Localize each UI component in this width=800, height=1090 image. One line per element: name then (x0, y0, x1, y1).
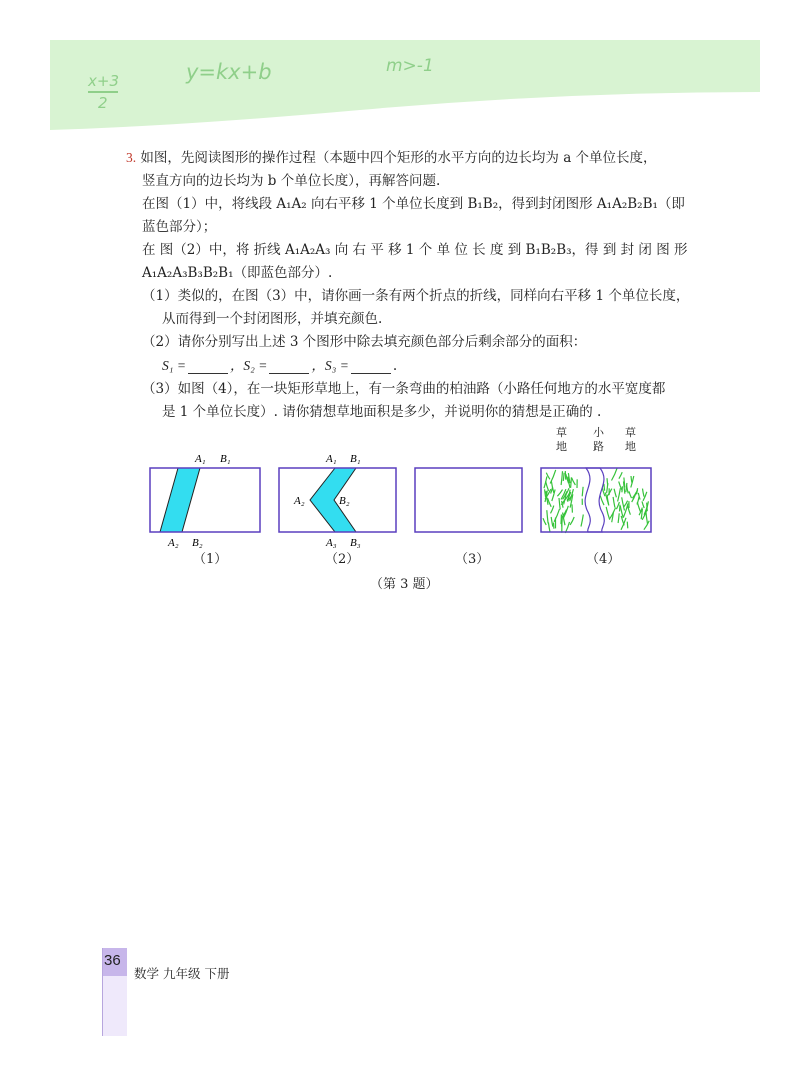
problem-line-5: 在 图（2）中，将 折线 A₁A₂A₃ 向 右 平 移 1 个 单 位 长 度 到 B₁B₂B₃，得 到 封 闭 图 形 (142, 242, 688, 258)
figure-3[interactable] (415, 468, 522, 532)
formula-fraction-denominator: 2 (98, 94, 108, 112)
problem-line-4: 蓝色部分）； (142, 219, 217, 235)
fig2-label-a1: A₁ (326, 453, 337, 465)
grass-blade (613, 497, 615, 508)
fig4-label-grass-left: 草地 (556, 426, 567, 453)
fig1-label-a1: A₁ (195, 453, 206, 465)
grass-blade (616, 502, 619, 509)
s2-label: ，S₂ = (229, 358, 268, 373)
problem-line-1 (126, 146, 686, 170)
grass-blade (545, 489, 546, 497)
question-1-line-2: 从而得到一个封闭图形，并填充颜色. (162, 311, 383, 327)
figure-4 (541, 468, 651, 533)
s1-label: S₁ = (162, 358, 186, 373)
fig2-label-a2: A₂ (294, 495, 305, 507)
fig2-label-b3: B₃ (350, 537, 361, 549)
grass-blade (643, 489, 645, 497)
formula-linear: y=kx+b (186, 60, 272, 84)
problem-line-2: 竖直方向的边长均为 b 个单位长度），再解答问题. (142, 173, 441, 189)
grass-blade (637, 488, 638, 494)
fig4-label-grass-right: 草地 (625, 426, 636, 453)
caption-2: （2） (325, 552, 360, 567)
grass-blade (561, 471, 562, 485)
grass-blade (637, 502, 640, 512)
grass-blade (581, 515, 583, 527)
question-2: （2）请你分别写出上述 3 个图形中除去填充颜色部分后剩余部分的面积： (142, 334, 587, 350)
answers-end: . (392, 358, 398, 374)
book-title: 数学 九年级 下册 (134, 966, 230, 981)
grass-blade (606, 507, 610, 520)
s1-blank[interactable] (188, 359, 228, 374)
grass-blade (543, 518, 546, 525)
s3-blank[interactable] (351, 359, 391, 374)
question-3-line-1: （3）如图（4），在一块矩形草地上，有一条弯曲的柏油路（小路任何地方的水平宽度都 (142, 381, 666, 397)
fig2-label-a3: A₃ (326, 537, 337, 549)
formula-fraction-numerator: x+3 (88, 72, 119, 90)
grass-blade (600, 496, 604, 506)
grass-blade (563, 506, 568, 518)
grass-blade (618, 513, 619, 523)
grass-blade (618, 488, 621, 501)
fig2-label-b1: B₁ (350, 453, 361, 465)
grass-blade (642, 501, 644, 508)
question-3-line-2: 是 1 个单位长度）. 请你猜想草地面积是多少，并说明你的猜想是正确的 . (162, 404, 602, 420)
grass-blade (548, 522, 550, 532)
figure-1 (150, 453, 260, 549)
grass-blade (571, 477, 572, 488)
grass-blade (551, 487, 553, 493)
grass-blade (572, 478, 576, 485)
question-1-line-1: （1）类似的，在图（3）中，请你画一条有两个折点的折线，同样向右平移 1 个单位长度， (142, 288, 690, 304)
grass-blade (622, 486, 623, 492)
grass-blade (631, 476, 632, 483)
grass-blade (570, 517, 574, 525)
fig2-label-b2: B₂ (339, 495, 350, 507)
area-answers (126, 354, 686, 378)
grass-blade (627, 522, 628, 529)
grass-blade (612, 468, 618, 481)
caption-4: （4） (586, 552, 621, 567)
grass-blade (559, 498, 560, 509)
problem-block (126, 146, 690, 424)
fig1-label-b2: B₂ (192, 537, 203, 549)
grass-blade (644, 521, 649, 530)
problem-number: 3. (126, 150, 137, 165)
fig4-label-road: 小路 (593, 426, 604, 453)
grass-blade (563, 473, 564, 481)
grass-blade (629, 491, 632, 498)
grass-blade (547, 510, 548, 523)
fig1-label-b1: B₁ (220, 453, 231, 465)
figure-title: （第 3 题） (370, 577, 439, 592)
s2-blank[interactable] (269, 359, 309, 374)
grass-blade (622, 497, 625, 510)
grass-blade (582, 487, 583, 497)
grass-blade (614, 489, 616, 498)
caption-1: （1） (193, 552, 228, 567)
grass-blade (604, 484, 605, 491)
grass-blade (557, 490, 562, 497)
formula-fraction-bar (88, 91, 118, 93)
problem-line-3: 在图（1）中，将线段 A₁A₂ 向右平移 1 个单位长度到 B₁B₂，得到封闭图形 A₁A₂B₂B₁（即 (142, 196, 685, 212)
grass-blade (620, 505, 621, 512)
grass-blade (619, 472, 622, 479)
grass-blade (627, 485, 629, 494)
s3-label: ，S₃ = (311, 358, 349, 373)
caption-3: （3） (455, 552, 490, 567)
figure-2 (279, 453, 396, 549)
fig1-label-a2: A₂ (168, 537, 179, 549)
problem-text: 如图，先阅读图形的操作过程（本题中四个矩形的水平方向的边长均为 a 个单位长度， (140, 150, 657, 166)
grass-blade (551, 517, 553, 527)
page-number: 36 (104, 952, 121, 969)
problem-line-6: A₁A₂A₃B₃B₂B₁（即蓝色部分）. (142, 265, 333, 281)
grass-blade (646, 510, 648, 524)
grass-blade (607, 478, 608, 485)
formula-inequality: m>-1 (386, 56, 434, 76)
